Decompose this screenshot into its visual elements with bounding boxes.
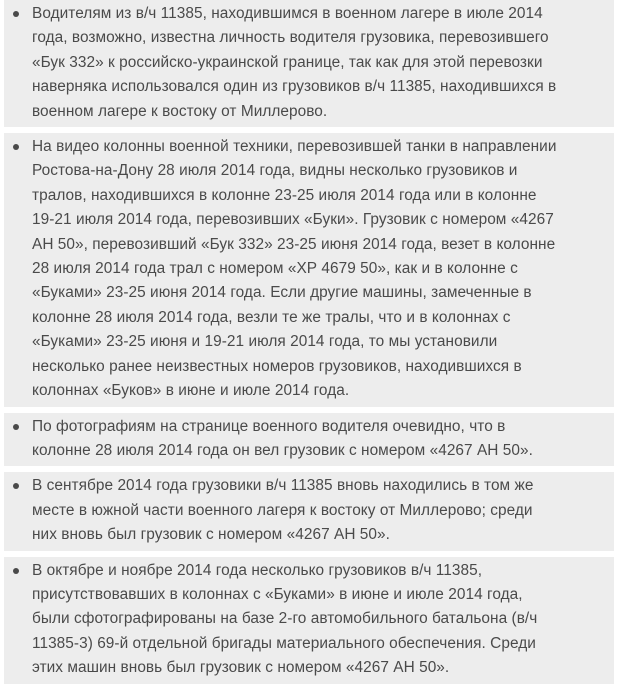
item-line: АН 50», перевозивший «Бук 332» 23-25 июня 2014 года, везет в колонне [32, 235, 556, 253]
item-line: По фотографиям на странице военного водителя очевидно, что в [32, 417, 506, 435]
list-item [4, 0, 614, 127]
item-line: Ростова-на-Дону 28 июля 2014 года, видны несколько грузовиков и [32, 162, 518, 180]
item-line: года, возможно, известна личность водителя грузовика, перевозившего [32, 29, 549, 47]
item-line: них вновь был грузовик с номером «4267 АН 50». [32, 526, 390, 544]
item-line: 19-21 июля 2014 года, перевозивших «Буки». Грузовик с номером «4267 [32, 211, 554, 229]
list-item [4, 413, 614, 467]
item-line: В октябре и ноябре 2014 года несколько грузовиков в/ч 11385, [32, 561, 483, 579]
bullet-icon [13, 483, 19, 489]
item-line: колонне 28 июля 2014 года он вел грузовик с номером «4267 АН 50». [32, 441, 533, 459]
bullet-icon [13, 11, 19, 17]
item-line: присутствовавших в колоннах с «Буками» в июне и июле 2014 года, [32, 585, 523, 603]
item-line: военном лагере к востоку от Миллерово. [32, 102, 328, 120]
list-item [4, 557, 614, 684]
bullet-icon [13, 568, 19, 574]
bullet-icon [13, 424, 19, 430]
list-item [4, 472, 614, 550]
item-line: были сфотографированы на базе 2-го автомобильного батальона (в/ч [32, 610, 538, 628]
item-line: колонне 28 июля 2014 года, везли те же тралы, что и в колоннах с [32, 308, 511, 326]
item-line: 28 июля 2014 года трал с номером «ХР 4679 50», как и в колонне с [32, 260, 518, 278]
item-line: «Бук 332» к российско-украинской границе, так как для этой перевозки [32, 53, 543, 71]
list-item [4, 133, 614, 406]
item-line: «Буками» 23-25 июня и 19-21 июля 2014 года, то мы установили [32, 333, 498, 351]
item-line: тралов, находившихся в колонне 23-25 июля 2014 года или в колонне [32, 186, 537, 204]
item-line: В сентябре 2014 года грузовики в/ч 11385 вновь находились в том же [32, 477, 534, 495]
item-line: Водителям из в/ч 11385, находившимся в военном лагере в июле 2014 [32, 5, 543, 22]
item-line: 11385-3) 69-й отдельной бригады материального обеспечения. Среди [32, 634, 536, 652]
item-line: наверняка использовался один из грузовиков в/ч 11385, находившихся в [32, 78, 557, 96]
item-line: этих машин вновь был грузовик с номером «4267 АН 50». [32, 659, 450, 677]
item-line: месте в южной части военного лагеря к востоку от Миллерово; среди [32, 501, 533, 519]
bullet-list [4, 0, 614, 690]
item-line: «Буками» 23-25 июня 2014 года. Если другие машины, замеченные в [32, 284, 532, 302]
item-line: несколько ранее неизвестных номеров грузовиков, находившихся в [32, 357, 522, 375]
item-line: колоннах «Буков» в июне и июле 2014 года. [32, 382, 350, 400]
bullet-icon [13, 144, 19, 150]
item-line: На видео колонны военной техники, перевозившей танки в направлении [32, 138, 557, 156]
